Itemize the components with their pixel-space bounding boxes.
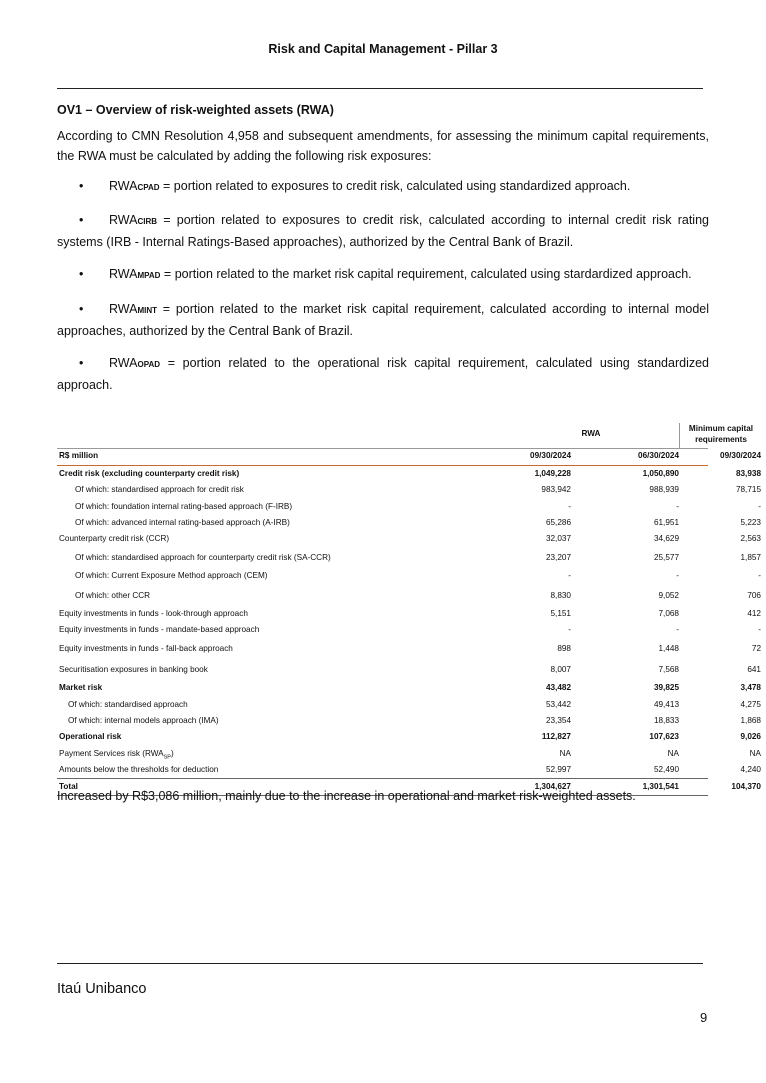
row-value: 3,478 <box>740 683 761 693</box>
row-value: 78,715 <box>735 485 761 495</box>
row-value: 104,370 <box>731 782 761 792</box>
table-row <box>57 680 761 696</box>
bullet-subscript: CIRB <box>137 217 158 226</box>
row-label-text: Amounts below the thresholds for deduction <box>59 764 219 774</box>
footer-company: Itaú Unibanco <box>57 981 147 997</box>
row-label-text: Total <box>59 782 78 792</box>
bullet-rwa-cirb <box>57 210 709 253</box>
row-label <box>75 502 292 511</box>
row-value: 32,037 <box>545 534 571 544</box>
unit-label: R$ million <box>59 451 99 460</box>
row-label <box>59 683 102 692</box>
row-value: 52,997 <box>545 764 571 774</box>
table-row <box>57 697 761 713</box>
row-value: 53,442 <box>545 699 571 709</box>
header-rule <box>57 88 703 89</box>
row-label-text: Of which: standardised approach for credit risk <box>75 485 244 495</box>
row-label <box>59 534 169 543</box>
row-value: 25,577 <box>653 553 679 563</box>
table-row <box>57 746 761 762</box>
closing-paragraph: Increased by R$3,086 million, mainly due to the increase in operational and market risk-weighted assets. <box>57 789 636 803</box>
row-value: 9,052 <box>658 590 679 600</box>
table-row <box>57 466 761 482</box>
bullet-subscript: CPAD <box>137 183 160 192</box>
row-label <box>68 716 219 725</box>
row-value: 43,482 <box>545 683 571 693</box>
bullet-text: = portion related to exposures to credit risk, calculated according to internal credit risk rating systems (IRB - Internal Ratings-Based approaches), authorized by the Central Bank of Brazil. <box>57 213 709 249</box>
group-header-rwa: RWA <box>581 429 601 438</box>
row-value: - <box>568 501 571 511</box>
row-value: - <box>568 625 571 635</box>
row-value: 898 <box>557 644 571 654</box>
bullet-subscript: MINT <box>137 306 158 315</box>
row-value: 2,563 <box>740 534 761 544</box>
table-group-header <box>57 414 754 448</box>
row-label <box>59 732 121 741</box>
table-row <box>57 762 761 778</box>
row-value: - <box>758 501 761 511</box>
row-label-text: Of which: other CCR <box>75 590 151 600</box>
bullet-text: = portion related to the market risk capital requirement, calculated according to internal model approaches, authorized by the Central Bank of Brazil. <box>57 302 709 338</box>
page-number: 9 <box>700 1010 708 1025</box>
row-value: 34,629 <box>653 534 679 544</box>
column-header: 09/30/2024 <box>720 451 761 460</box>
row-value: 1,304,627 <box>534 782 571 792</box>
column-header: 09/30/2024 <box>530 451 571 460</box>
row-label <box>75 518 290 527</box>
row-label-text: Of which: advanced internal rating-based approach (A-IRB) <box>75 517 290 527</box>
table-row <box>57 622 761 638</box>
bullet-prefix: RWA <box>109 213 138 227</box>
row-value: - <box>676 625 679 635</box>
table-row <box>57 482 761 498</box>
bullet-prefix: RWA <box>109 302 138 316</box>
bullet-prefix: RWA <box>109 267 138 281</box>
row-value: 18,833 <box>653 715 679 725</box>
bullet-icon: • <box>79 213 84 227</box>
rwa-table <box>57 414 761 796</box>
bullet-icon: • <box>79 302 84 316</box>
table-row <box>57 499 761 515</box>
bullet-rwa-mpad <box>57 264 709 286</box>
row-label-text: Of which: standardised approach <box>68 699 188 709</box>
row-label <box>75 553 331 562</box>
row-value: 412 <box>747 608 761 618</box>
bullet-text: = portion related to exposures to credit risk, calculated using standardized approach. <box>159 179 631 193</box>
row-value: 4,275 <box>740 699 761 709</box>
intro-paragraph: According to CMN Resolution 4,958 and subsequent amendments, for assessing the minimum capital requirements, the RWA must be calculated by adding the following risk exposures: <box>57 129 709 163</box>
bullet-icon: • <box>79 356 84 370</box>
row-value: 39,825 <box>653 683 679 693</box>
row-value: 7,568 <box>658 665 679 675</box>
row-label-text: Operational risk <box>59 732 122 742</box>
row-value: 1,857 <box>740 553 761 563</box>
row-value: 83,938 <box>735 469 761 478</box>
table-column-header <box>57 448 761 466</box>
table-row <box>57 606 761 622</box>
row-label-text: Equity investments in funds - fall-back approach <box>59 644 233 654</box>
row-label-text: Counterparty credit risk (CCR) <box>59 534 170 544</box>
row-value: 1,301,541 <box>642 782 679 792</box>
row-value: NA <box>749 748 761 758</box>
table-body <box>57 466 761 796</box>
row-value: - <box>758 571 761 581</box>
row-value: 4,240 <box>740 764 761 774</box>
row-value: 1,050,890 <box>642 469 679 478</box>
bullet-icon: • <box>79 267 84 281</box>
row-value: - <box>676 501 679 511</box>
row-value: 983,942 <box>541 485 571 495</box>
row-value: - <box>758 625 761 635</box>
row-label <box>59 625 259 634</box>
row-label-end: ) <box>170 748 174 758</box>
row-value: - <box>676 571 679 581</box>
row-value: NA <box>559 748 571 758</box>
row-value: 72 <box>751 644 761 654</box>
row-value: 5,223 <box>740 517 761 527</box>
row-value: 8,830 <box>550 590 571 600</box>
row-value: 1,448 <box>658 644 679 654</box>
row-value: 1,049,228 <box>534 469 571 478</box>
row-value: 5,151 <box>550 608 571 618</box>
row-value: 107,623 <box>649 732 679 742</box>
row-label <box>59 765 218 774</box>
row-label-text: Equity investments in funds - mandate-based approach <box>59 625 260 635</box>
row-value: 23,354 <box>545 715 571 725</box>
bullet-subscript: OPAD <box>137 360 161 369</box>
row-label-text: Of which: standardised approach for counterparty credit risk (SA-CCR) <box>75 553 331 563</box>
row-label <box>59 665 208 674</box>
bullet-prefix: RWA <box>109 179 138 193</box>
column-header: 06/30/2024 <box>638 451 679 460</box>
row-label <box>75 485 244 494</box>
row-value: 9,026 <box>740 732 761 742</box>
table-row <box>57 585 761 606</box>
row-label <box>75 571 268 580</box>
bullet-text: = portion related to the operational risk capital requirement, calculated using standardized approach. <box>57 356 709 392</box>
row-label-subscript: SP <box>163 754 171 761</box>
row-label-text: Of which: internal models approach (IMA) <box>68 715 219 725</box>
row-value: NA <box>667 748 679 758</box>
row-value: 7,068 <box>658 608 679 618</box>
row-label-text: Payment Services risk (RWA <box>59 748 164 758</box>
row-label <box>59 644 233 653</box>
row-value: 8,007 <box>550 665 571 675</box>
bullet-rwa-opad <box>57 353 709 396</box>
table-row <box>57 659 761 680</box>
row-value: 52,490 <box>653 764 679 774</box>
row-value: 641 <box>747 665 761 675</box>
row-label <box>59 469 239 478</box>
row-value: 23,207 <box>545 553 571 563</box>
row-value: - <box>568 571 571 581</box>
bullet-prefix: RWA <box>109 356 138 370</box>
row-label-text: Of which: Current Exposure Method approach (CEM) <box>75 571 268 581</box>
row-label-text: Credit risk (excluding counterparty credit risk) <box>59 469 240 478</box>
table-row <box>57 568 761 584</box>
row-label-text: Market risk <box>59 683 103 693</box>
row-label <box>59 749 174 761</box>
row-value: 112,827 <box>541 732 571 742</box>
bullet-text: = portion related to the market risk capital requirement, calculated using stardardized approach. <box>160 267 692 281</box>
footer-rule <box>57 963 703 964</box>
row-label <box>59 609 248 618</box>
table-row <box>57 713 761 729</box>
bullet-subscript: MPAD <box>137 271 161 280</box>
row-label <box>68 700 188 709</box>
table-row <box>57 531 761 547</box>
row-value: 988,939 <box>649 485 679 495</box>
table-row <box>57 638 761 659</box>
row-label <box>75 591 150 600</box>
section-title: OV1 – Overview of risk-weighted assets (RWA) <box>57 103 334 117</box>
row-value: 49,413 <box>653 699 679 709</box>
table-row <box>57 729 761 745</box>
group-header-min-capital: Minimum capital requirements <box>679 423 762 449</box>
row-value: 1,868 <box>740 715 761 725</box>
row-value: 61,951 <box>653 517 679 527</box>
row-value: 706 <box>747 590 761 600</box>
row-label-text: Of which: foundation internal rating-based approach (F-IRB) <box>75 501 293 511</box>
table-row <box>57 515 761 531</box>
bullet-icon: • <box>79 179 84 193</box>
bullet-rwa-mint <box>57 299 709 342</box>
row-label-text: Securitisation exposures in banking book <box>59 665 208 675</box>
row-label-text: Equity investments in funds - look-through approach <box>59 608 248 618</box>
bullet-rwa-cpad <box>57 176 709 198</box>
row-value: 65,286 <box>545 517 571 527</box>
table-row <box>57 547 761 568</box>
page-header-title: Risk and Capital Management - Pillar 3 <box>268 42 498 56</box>
